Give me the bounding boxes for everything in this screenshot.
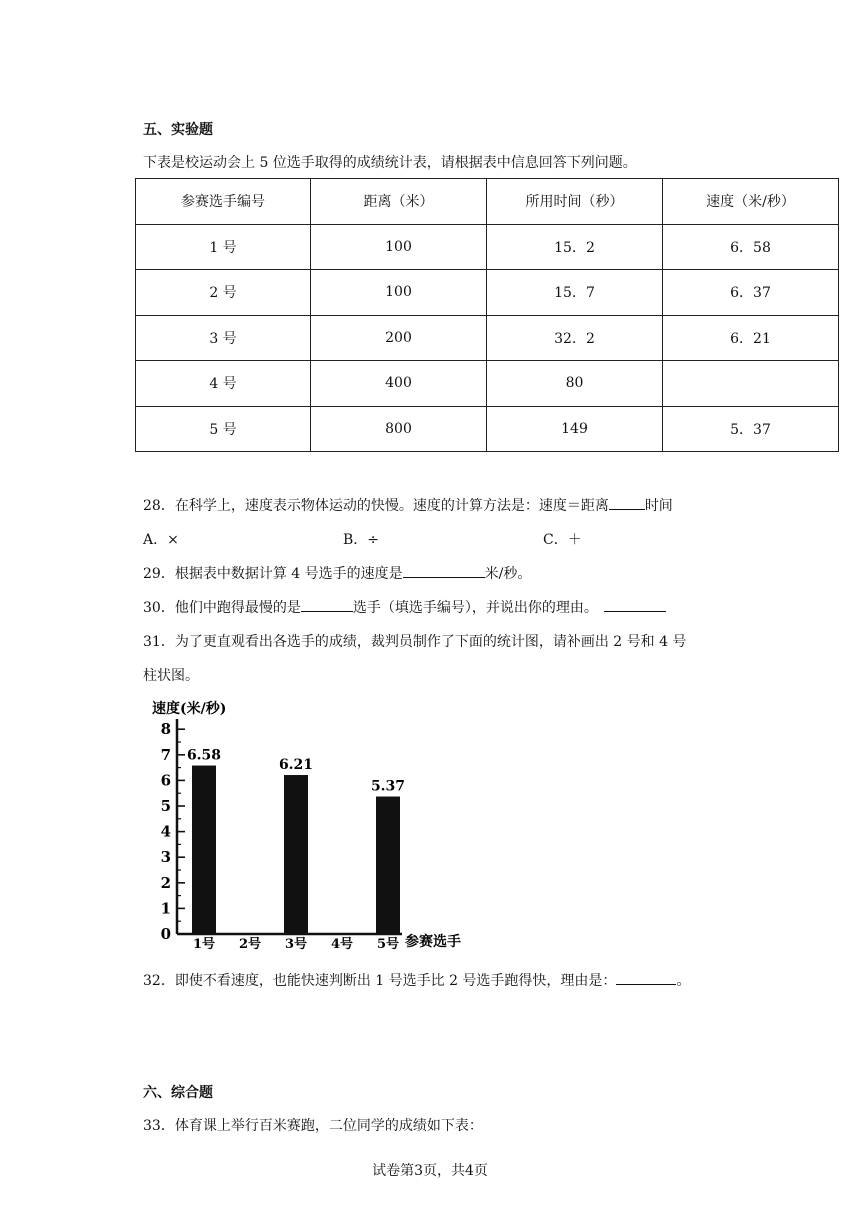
question-29 [143, 563, 531, 583]
table-cell-empty[interactable] [663, 361, 839, 407]
chart-bars [187, 748, 405, 934]
page-footer: 试卷第3页，共4页 [372, 1163, 488, 1179]
answer-blank[interactable] [403, 563, 485, 578]
question-32-text-end: 。 [676, 973, 691, 989]
option-a[interactable]: A．× [143, 532, 179, 548]
table-header: 参赛选手编号 [136, 179, 311, 225]
question-33: 33．体育课上举行百米赛跑，二位同学的成绩如下表： [143, 1118, 483, 1134]
table-cell: 32．2 [487, 315, 663, 361]
question-31-line-2: 柱状图。 [143, 668, 199, 684]
chart-y-ticks [161, 720, 185, 943]
answer-blank[interactable] [301, 597, 353, 612]
table-cell: 200 [311, 315, 487, 361]
table-cell: 5．37 [663, 406, 839, 452]
chart-bar [192, 766, 216, 934]
table-cell: 100 [311, 270, 487, 316]
table-header: 速度（米/秒） [663, 179, 839, 225]
table-header: 所用时间（秒） [487, 179, 663, 225]
table-row [136, 224, 839, 270]
question-30-text: 30．他们中跑得最慢的是 [143, 600, 301, 616]
chart-x-tick-label: 4号 [330, 937, 354, 952]
chart-y-tick-label: 6 [160, 771, 171, 790]
chart-value-label: 5.37 [370, 778, 406, 795]
table-row [136, 361, 839, 407]
chart-value-label: 6.58 [186, 747, 222, 764]
chart-y-tick-label: 5 [160, 797, 171, 815]
question-32-text: 32．即使不看速度，也能快速判断出 1 号选手比 2 号选手跑得快，理由是： [143, 973, 617, 989]
table-cell: 800 [311, 406, 487, 452]
option-b[interactable]: B．÷ [343, 532, 380, 548]
chart-value-label: 6.21 [278, 757, 314, 774]
chart-y-tick-label: 8 [160, 720, 171, 739]
chart-y-tick-label: 4 [160, 822, 171, 841]
chart-x-tick-label: 5号 [376, 937, 400, 952]
question-28-text: 28．在科学上，速度表示物体运动的快慢。速度的计算方法是：速度＝距离 [143, 498, 609, 514]
table-cell: 80 [487, 361, 663, 407]
table-header-row [136, 179, 839, 225]
table-cell: 6．58 [663, 224, 839, 270]
speed-bar-chart [140, 695, 500, 957]
table-cell: 15．2 [487, 224, 663, 270]
chart-y-tick-label: 0 [160, 925, 171, 943]
chart-x-tick-label: 2号 [238, 937, 262, 952]
chart-x-labels [193, 936, 399, 952]
chart-x-axis-label: 参赛选手 [405, 934, 461, 950]
question-28-text-end: 时间 [644, 498, 673, 514]
section-6-title: 六、综合题 [143, 1085, 213, 1101]
table-header: 距离（米） [311, 179, 487, 225]
table-cell: 400 [311, 361, 487, 407]
option-c[interactable]: C．＋ [543, 532, 582, 548]
question-31-line-1: 31．为了更直观看出各选手的成绩，裁判员制作了下面的统计图，请补画出 2 号和 4 号 [143, 634, 687, 650]
chart-bar [284, 775, 308, 934]
table-cell: 6．37 [663, 270, 839, 316]
table-cell: 6．21 [663, 315, 839, 361]
chart-x-tick-label: 3号 [284, 937, 308, 952]
chart-y-tick-label: 3 [160, 848, 171, 867]
answer-blank[interactable] [616, 970, 676, 985]
table-cell: 1 号 [136, 224, 311, 270]
chart-bar [376, 797, 400, 934]
table-cell: 5 号 [136, 406, 311, 452]
chart-y-tick-label: 2 [160, 873, 171, 892]
score-table [135, 178, 839, 452]
table-row [136, 406, 839, 452]
chart-y-axis-label: 速度(米/秒) [152, 701, 227, 717]
question-32 [143, 970, 690, 990]
question-28 [143, 495, 673, 515]
table-cell: 4 号 [136, 361, 311, 407]
section-5-intro: 下表是校运动会上 5 位选手取得的成绩统计表，请根据表中信息回答下列问题。 [143, 155, 637, 171]
question-30-text-mid: 选手（填选手编号），并说出你的理由。 [352, 600, 598, 616]
question-30 [143, 597, 666, 617]
table-row [136, 315, 839, 361]
table-cell: 3 号 [136, 315, 311, 361]
chart-y-tick-label: 7 [160, 745, 171, 764]
table-cell: 15．7 [487, 270, 663, 316]
table-cell: 2 号 [136, 270, 311, 316]
question-29-text: 29．根据表中数据计算 4 号选手的速度是 [143, 566, 403, 582]
answer-blank[interactable] [609, 495, 645, 510]
question-29-text-end: 米/秒。 [484, 566, 532, 582]
chart-x-tick-label: 1号 [192, 937, 216, 952]
table-cell: 100 [311, 224, 487, 270]
section-5-title: 五、实验题 [143, 122, 213, 138]
chart-y-tick-label: 1 [160, 899, 171, 918]
table-cell: 149 [487, 406, 663, 452]
answer-blank[interactable] [604, 597, 666, 612]
table-row [136, 270, 839, 316]
